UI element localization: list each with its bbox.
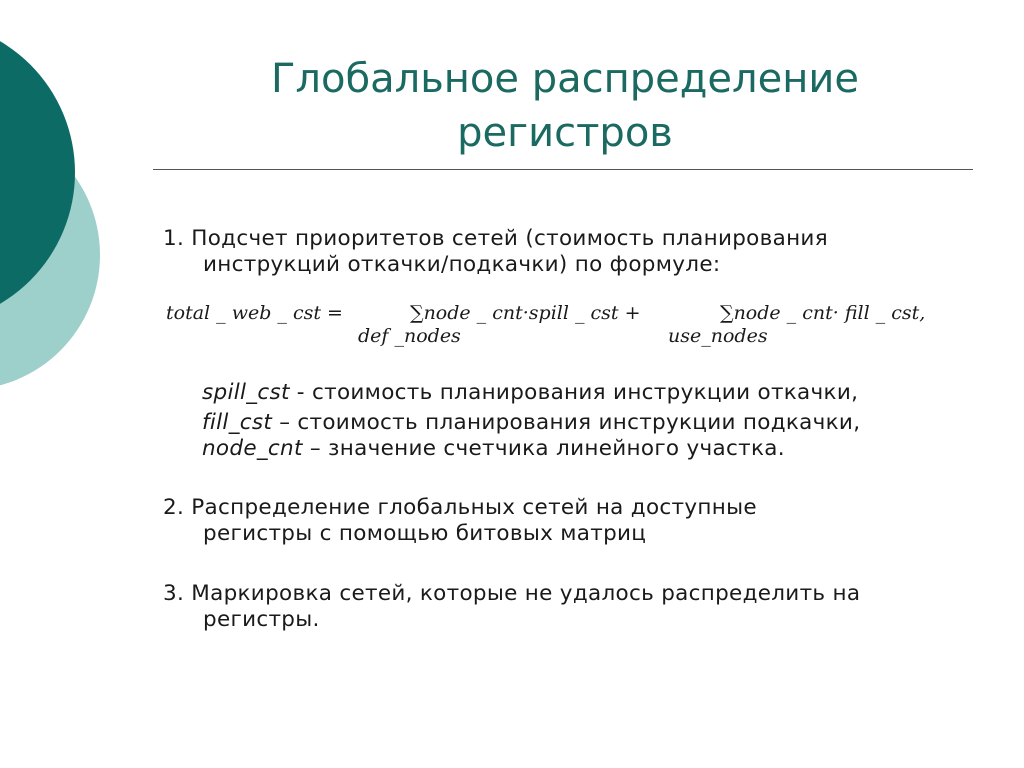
list-item-1-line-1: 1. Подсчет приоритетов сетей (стоимость планирования: [163, 226, 828, 251]
list-item-1: [163, 226, 983, 278]
formula-sub-def-nodes: def _nodes: [358, 325, 461, 347]
title-divider: [153, 169, 973, 170]
term-node-cnt: node_cnt: [202, 436, 303, 461]
slide-title: [140, 52, 990, 160]
priority-formula: [166, 300, 986, 350]
list-item-2-line-1: 2. Распределение глобальных сетей на доступные: [163, 495, 757, 520]
definition-fill-text: – стоимость планирования инструкции подкачки,: [272, 410, 861, 435]
list-item-2: [163, 495, 983, 547]
formula-sum-spill: ∑node _ cnt·spill _ cst +: [410, 302, 641, 324]
list-item-3: [163, 581, 983, 633]
list-item-3-line-1: 3. Маркировка сетей, которые не удалось распределить на: [163, 581, 861, 606]
list-item-2-line-2: регистры с помощью битовых матриц: [203, 521, 647, 546]
list-item-3-line-2: регистры.: [203, 607, 320, 632]
formula-sum-fill: ∑node _ cnt· fill _ cst,: [720, 302, 926, 324]
formula-lhs: total _ web _ cst =: [166, 302, 343, 324]
term-spill-cst: spill_cst: [202, 380, 290, 405]
definition-node-cnt-text: – значение счетчика линейного участка.: [302, 436, 785, 461]
slide-title-line-2: регистров: [457, 110, 673, 156]
definition-spill-text: - стоимость планирования инструкции откачки,: [289, 380, 859, 405]
formula-sub-use-nodes: use_nodes: [668, 325, 768, 347]
definition-node-cnt: [202, 436, 1002, 462]
slide-title-line-1: Глобальное распределение: [271, 56, 859, 102]
definition-fill: [202, 410, 1002, 436]
definition-spill: [202, 380, 1002, 406]
term-fill-cst: fill_cst: [202, 410, 273, 435]
list-item-1-line-2: инструкций откачки/подкачки) по формуле:: [203, 252, 721, 277]
